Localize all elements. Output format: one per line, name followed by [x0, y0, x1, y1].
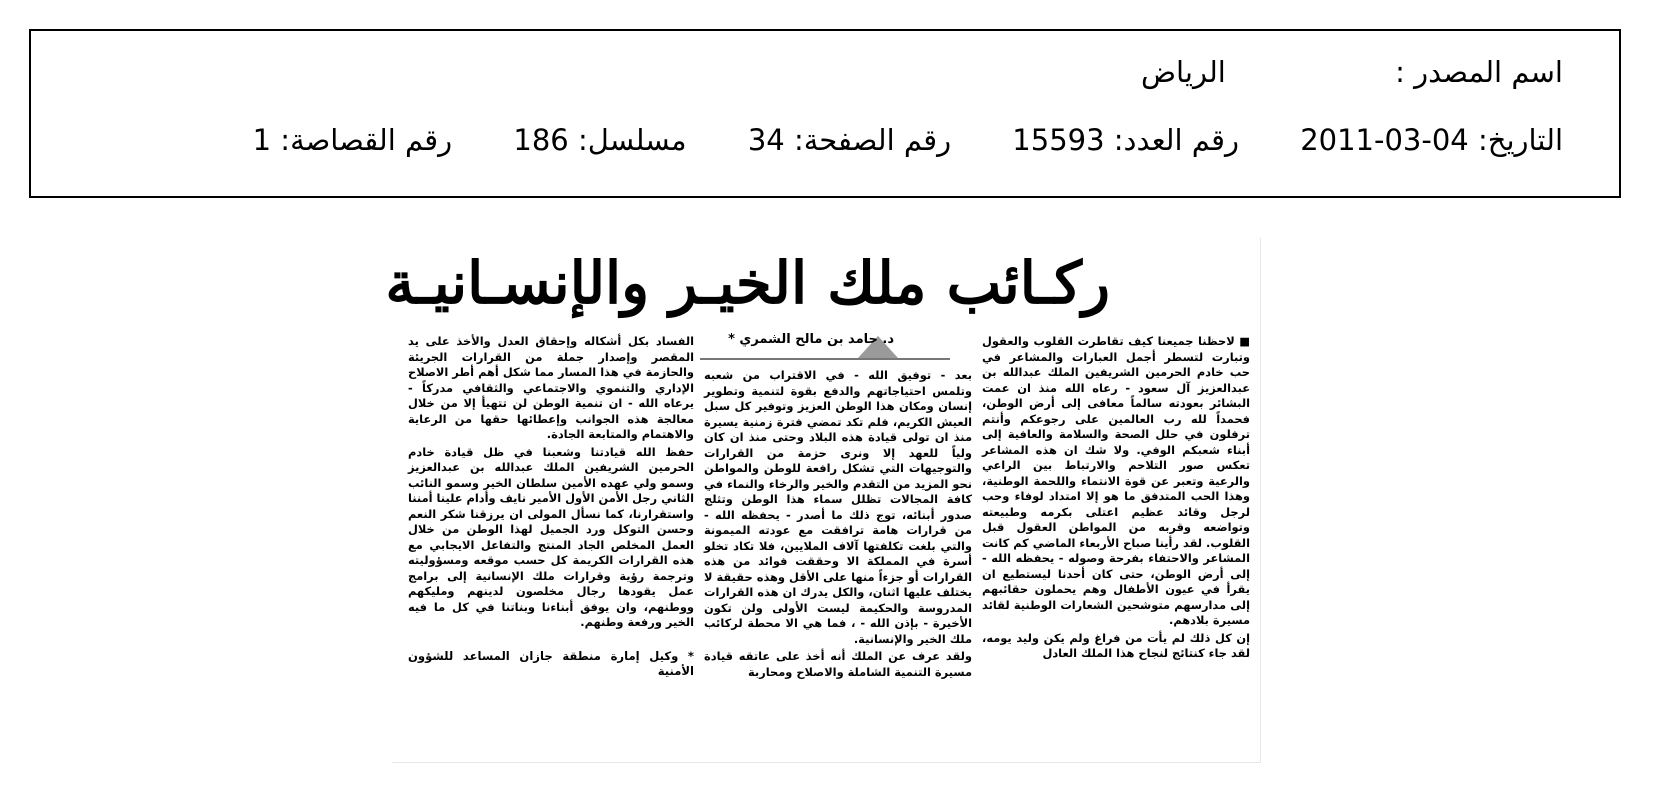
- serial-label: مسلسل:: [577, 123, 687, 157]
- page-label: رقم الصفحة:: [793, 123, 952, 157]
- column-1-paragraph-1: ■ لاحظنا جميعنا كيف تقاطرت القلوب والعقول وتبارت لتسطر أجمل العبارات والمشاعر في حب خادم الحرمين الشريفين الملك عبدالله بن عبدالعزيز آل سعود - رعاه الله منذ ان عمت البشائر بعودته سالماً معافى إلى أرض الوطن، فحمداً لله رب العالمين على رجوعكم وأنتم ترفلون في حلل الصحة والسلامة والعافية إلى أبناء شعبكم الوفي. ولا شك ان هذه المشاعر تعكس صور التلاحم والارتباط بين الراعي والرعية وتعبر عن قوة الانتماء واللحمة الوطنية، وهذا الحب المتدفق ما هو إلا امتداد لوفاء وحب لرجل وقائد عظيم اعتلى بكرمه وطبيعته وتواضعه وقربه من المواطن العقول قبل القلوب. لقد رأينا صباح الأربعاء الماضي كم كانت المشاعر والاحتفاء بفرحة وصوله - يحفظه الله - إلى أرض الوطن، حتى كان أحدنا ليستطيع ان يقرأ في عيون الأطفال وهم يحملون حقائبهم إلى مدارسهم متوشحين الشعارات الوطنية لقائد مسيرة بلادهم.: [982, 334, 1250, 627]
- article-column-3: [408, 334, 694, 680]
- clip-label: رقم القصاصة:: [280, 123, 453, 157]
- issue-value: 15593: [1012, 123, 1105, 157]
- article-byline: د. حامد بن مالح الشمري *: [728, 332, 894, 347]
- byline-rule: [700, 358, 950, 360]
- date-value: 2011-03-04: [1300, 123, 1469, 157]
- article-column-2: [704, 368, 972, 682]
- article-headline: ركـائب ملك الخيـر والإنسـانيـة: [385, 249, 1110, 317]
- serial-field: [513, 123, 686, 157]
- source-value: الرياض: [1141, 55, 1226, 89]
- date-label: التاريخ:: [1477, 123, 1563, 157]
- column-3-paragraph-2: حفظ الله قيادتنا وشعبنا في ظل قيادة خادم الحرمين الشريفين الملك عبدالله بن عبدالعزيز وسمو ولي عهده الأمين سلطان الخير وسمو النائب الثاني رجل الأمن الأول الأمير نايف وأدام علينا أمننا واستقرارنا، كما نسأل المولى ان يرزقنا شكر النعم وحسن التوكل ورد الجميل لهذا الوطن من خلال العمل المخلص الجاد المنتج والتفاعل الايجابي مع هذه القرارات الكريمة كل حسب موقعه ومسؤوليته وترجمة رؤية وقرارات ملك الإنسانية إلى برامج عمل يقودها رجال مخلصون لدينهم ومليكهم ووطنهم، وان يوفق أبناءنا وبناتنا في كل ما فيه الخير ورفعة وطنهم.: [408, 444, 694, 629]
- column-2-paragraph-2: ولقد عرف عن الملك أنه أخذ على عاتقه قيادة مسيرة التنمية الشاملة والاصلاح ومحاربة: [704, 649, 972, 679]
- column-3-paragraph-1: الفساد بكل أشكاله وإحقاق العدل والأخذ على يد المقصر وإصدار جملة من القرارات الجريئة والحازمة في هذا المسار مما شكل أهم أطر الاصلاح الإداري والتنموي والاجتماعي والثقافي مدركاً - يرعاه الله - ان تنمية الوطن لن تتهيأ إلا من خلال معالجة هذه الجوانب وإعطائها حقها من الرعاية والاهتمام والمتابعة الجادة.: [408, 334, 694, 441]
- clip-field: [253, 123, 453, 157]
- column-1-paragraph-2: إن كل ذلك لم يأت من فراغ ولم يكن وليد يومه، لقد جاء كنتائج لنجاح هذا الملك العادل: [982, 630, 1250, 660]
- issue-label: رقم العدد:: [1113, 123, 1239, 157]
- date-field: [1300, 123, 1563, 157]
- article-column-1: [982, 334, 1250, 664]
- clipping-metadata-box: [29, 29, 1621, 198]
- column-2-paragraph-1: بعد - توفيق الله - في الاقتراب من شعبه وتلمس احتياجاتهم والدفع بقوة لتنمية وتطوير إنسان ومكان هذا الوطن العزيز وتوفير كل سبل العيش الكريم، فلم تكد تمضي فترة زمنية يسيرة منذ ان تولى قيادة هذه البلاد وحتى منذ ان كان ولياً للعهد إلا ونرى حزمة من القرارات والتوجيهات التي تشكل رافعة للوطن والمواطن نحو المزيد من التقدم والخير والرخاء والنماء في كافة المجالات تظلل سماء هذا الوطن وتثلج صدور أبنائه، توج ذلك ما أصدر - يحفظه الله - من قرارات هامة ترافقت مع عودته الميمونة والتي بلغت تكلفتها آلاف الملايين، فلا تكاد تخلو أسرة في المملكة الا وحققت فوائد من هذه القرارات أو جزءاً منها على الأقل وهذه حقيقة لا يختلف عليها اثنان، والكل يدرك ان هذه القرارات المدروسة والحكيمة ليست الأولى ولن تكون الأخيرة - بإذن الله - ، فما هي الا محطة لركائب ملك الخير والإنسانية.: [704, 368, 972, 646]
- page-value: 34: [747, 123, 785, 157]
- author-footnote: * وكيل إمارة منطقة جازان المساعد للشؤون الأمنية: [408, 648, 694, 678]
- newspaper-clipping: [385, 238, 1261, 763]
- source-row: [1141, 55, 1563, 89]
- source-label: اسم المصدر :: [1395, 55, 1563, 89]
- clip-value: 1: [252, 123, 272, 157]
- details-row: [253, 123, 1563, 157]
- issue-field: [1012, 123, 1239, 157]
- serial-value: 186: [513, 123, 569, 157]
- page-field: [748, 123, 951, 157]
